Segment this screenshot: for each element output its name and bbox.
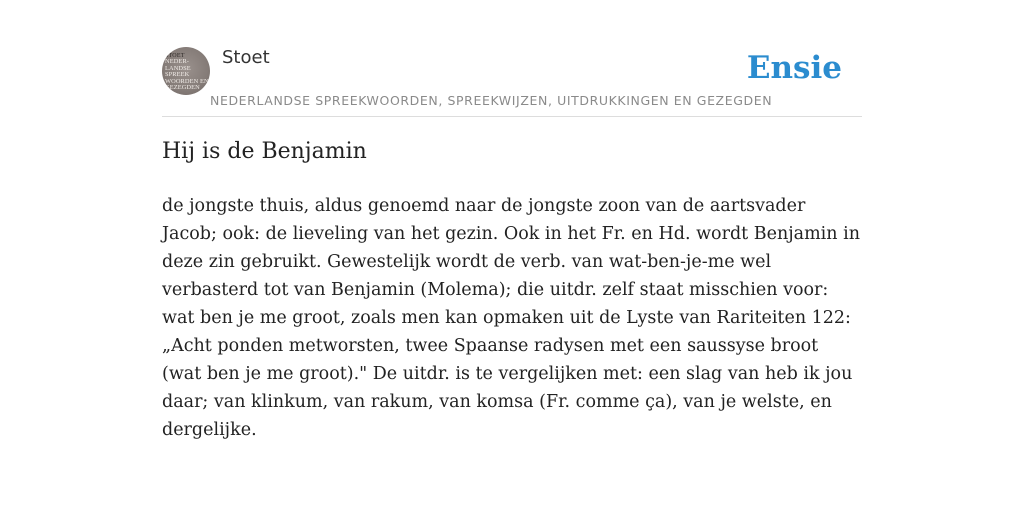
- author-name[interactable]: Stoet: [222, 47, 270, 68]
- avatar-author: STOET: [165, 53, 185, 59]
- avatar[interactable]: [162, 47, 210, 95]
- source-subtitle[interactable]: NEDERLANDSE SPREEKWOORDEN, SPREEKWIJZEN, UITDRUKKINGEN EN GEZEGDEN: [210, 93, 773, 108]
- entry-body: de jongste thuis, aldus genoemd naar de jongste zoon van de aartsvader Jacob; ook: de lieveling van het gezin. Ook in het Fr. en Hd. wordt Benjamin in deze zin gebruikt. Gewestelijk wordt de verb. van wat-ben-je-me wel verbasterd tot van Benjamin (Molema); die uitdr. zelf staat misschien voor: wat ben je me groot, zoals men kan opmaken uit de Lyste van Rariteiten 122: „Acht ponden metworsten, twee Spaanse radysen met een saussyse broot (wat ben je me groot)." De uitdr. is te vergelijken met: een slag van heb ik jou daar; van klinkum, van rakum, van komsa (Fr. comme ça), van je welste, en dergelijke.: [162, 196, 860, 440]
- brand-logo[interactable]: Ensie: [746, 50, 842, 86]
- avatar-book-cover-text: NEDER- LANDSE SPREEK WOORDEN EN GEZEGDEN: [165, 58, 209, 92]
- page-title: Hij is de Benjamin: [162, 139, 367, 164]
- header: [162, 46, 862, 117]
